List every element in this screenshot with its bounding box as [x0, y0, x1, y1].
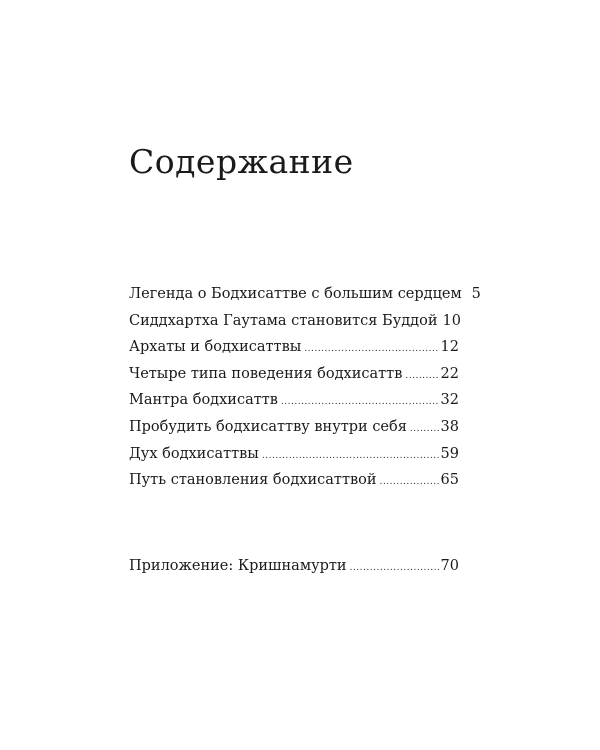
appendix-label: Приложение: Кришнамурти	[129, 558, 347, 574]
toc-appendix	[129, 558, 459, 585]
toc-entry-page: 38	[440, 418, 459, 435]
toc-entry-label: Путь становления бодхисаттвой	[129, 472, 377, 489]
toc-entry	[129, 339, 459, 366]
dot-leader	[350, 563, 439, 573]
appendix-page: 70	[440, 558, 459, 574]
dot-leader	[262, 451, 439, 461]
dot-leader	[380, 477, 439, 487]
toc-entry-label: Сиддхартха Гаутама становится Буддой	[129, 312, 438, 329]
toc-entry-page: 10	[442, 312, 461, 329]
toc-entry-label: Дух бодхисаттвы	[129, 445, 259, 462]
toc-entry-page: 59	[440, 445, 459, 462]
page-title: Содержание	[129, 142, 354, 181]
dot-leader	[304, 344, 438, 354]
toc-entry	[129, 472, 459, 499]
dot-leader	[281, 397, 439, 407]
toc-entry-page: 22	[440, 365, 459, 382]
toc-entry	[129, 392, 459, 419]
toc-entry-label: Мантра бодхисаттв	[129, 392, 278, 409]
toc-entry-page: 32	[440, 392, 459, 409]
toc-entry	[129, 446, 459, 473]
toc-entry	[129, 419, 459, 446]
toc-entry-page: 5	[471, 286, 481, 302]
toc-entry	[129, 313, 459, 340]
toc-entry	[129, 286, 481, 313]
toc-entry	[129, 366, 459, 393]
dot-leader	[405, 371, 438, 381]
table-of-contents	[129, 286, 481, 499]
toc-entry-page: 65	[440, 472, 459, 489]
dot-leader	[410, 424, 439, 434]
toc-entry-label: Четыре типа поведения бодхисаттв	[129, 365, 403, 382]
toc-entry-label: Пробудить бодхисаттву внутри себя	[129, 418, 407, 435]
toc-entry-page: 12	[440, 339, 459, 356]
toc-entry-label: Легенда о Бодхисаттве с большим сердцем	[129, 286, 462, 302]
toc-entry-appendix	[129, 558, 459, 585]
toc-entry-label: Архаты и бодхисаттвы	[129, 339, 302, 356]
